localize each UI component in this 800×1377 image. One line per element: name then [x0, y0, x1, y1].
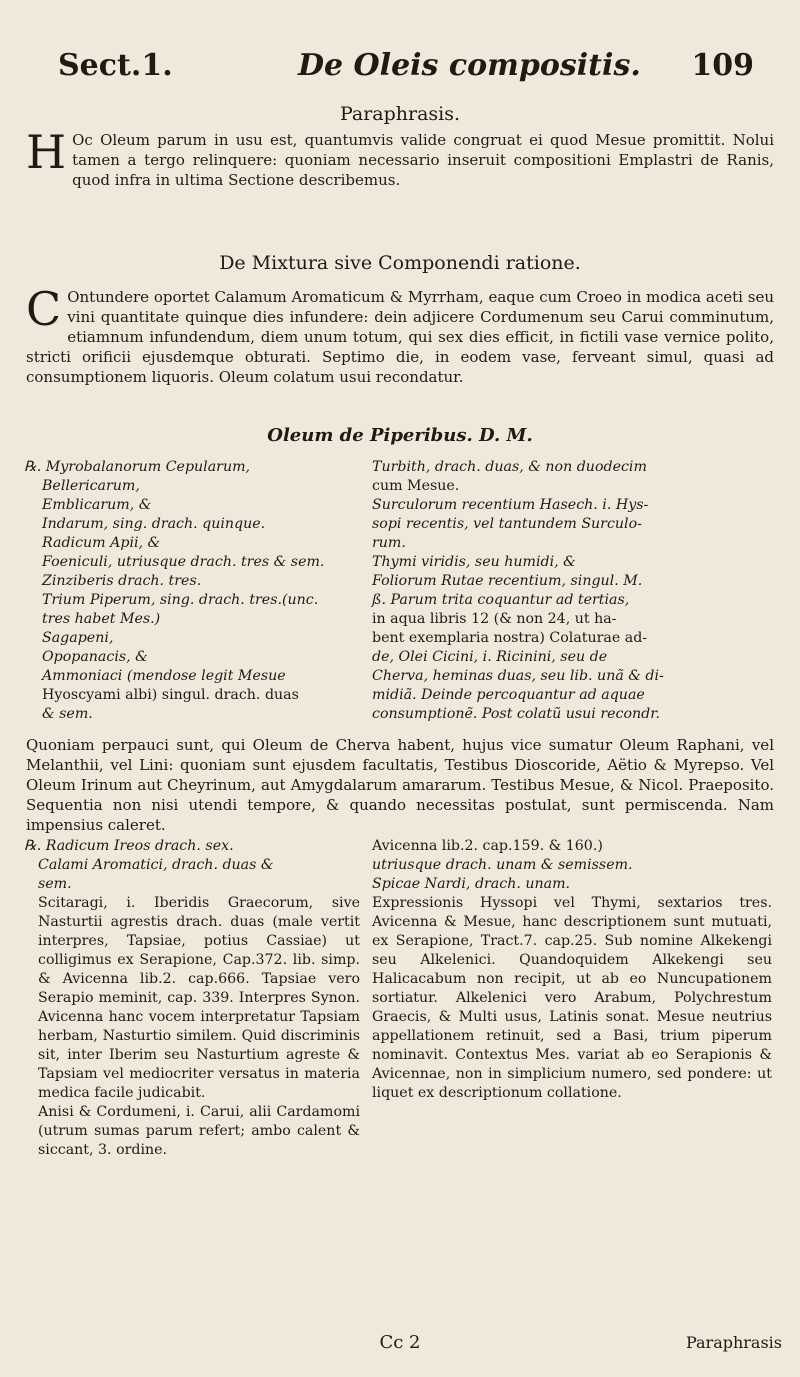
- dropcap-c: C: [26, 282, 62, 336]
- middle-paragraph: Quoniam perpauci sunt, qui Oleum de Cherva habent, hujus vice sumatur Oleum Raphani, vel Melanthii, vel Lini: quoniam sunt ejusdem facultatis, Testibus Dioscoride, Aëtio & Myrepso. Vel Oleum Irinum aut Cheyrinum, aut Amygdalarum amararum. Testibus Mesue, & Nicol. Praeposito. Sequentia non nisi utendi tempore, & quando necessitas postulat, sunt permiscenda. Nam impensius caleret.: [26, 736, 774, 834]
- recipe-line: cum Mesue.: [372, 478, 460, 494]
- recipe-line: Thymi viridis, seu humidi, &: [372, 554, 576, 570]
- recipe-line: Foeniculi, utriusque drach. tres & sem.: [42, 554, 325, 570]
- recipe-line: rum.: [372, 535, 406, 551]
- recipe-line: Turbith, drach. duas, & non duodecim: [372, 459, 647, 475]
- recipe-line: Spicae Nardi, drach. unam.: [372, 876, 571, 892]
- recipe-paragraph: Expressionis Hyssopi vel Thymi, sextarios tres. Avicenna & Mesue, hanc descriptionem sunt mutuati, ex Serapione, Tract.7. cap.25. Sub nomine Alkekengi seu Alkelenici. Quandoquidem Alkekengi seu Halicacabum non recipit, ut ab eo Nuncupationem sortiatur. Alkelenici vero Arabum, Polychrestum Graecis, & Multi usus, Latinis sonat. Mesue neutrius appellationem retinuit, sed a Basi, trium piperum nominavit. Contextus Mes. variat ab eo Serapionis & Avicennae, non in simplicium numero, sed pondere: ut liquet ex descriptionum collatione.: [372, 895, 772, 1101]
- recipe-line: Avicenna lib.2. cap.159. & 160.): [372, 838, 603, 854]
- recipe-line: Zinziberis drach. tres.: [42, 573, 202, 589]
- catchword: Paraphrasis: [685, 1333, 782, 1352]
- recipe-line: & sem.: [42, 706, 93, 722]
- recipe-line: bent exemplaria nostra) Colaturae ad-: [372, 630, 648, 646]
- recipe-line: sem.: [38, 876, 72, 892]
- recipe-line: ß. Parum trita coquantur ad tertias,: [372, 592, 630, 608]
- page-number: 109: [691, 48, 754, 83]
- paraphrasis-text: Oc Oleum parum in usu est, quantumvis valide congruat ei quod Mesue promittit. Nolui tamen a tergo relinquere: quoniam necessario inseruit compositioni Emplastri de Ranis, quod infra in ultima Sectione describemus.: [72, 131, 774, 189]
- recipe-line: Hyoscyami albi) singul. drach. duas: [42, 687, 299, 703]
- dropcap-h: H: [26, 125, 67, 179]
- running-head: [58, 48, 764, 98]
- paraphrasis-paragraph: [26, 125, 774, 190]
- recipe-line: Bellericarum,: [42, 478, 140, 494]
- recipe-paragraph: Scitaragi, i. Iberidis Graecorum, sive Nasturtii agrestis drach. duas (male vertit interpres, Tapsiae, potius Cassiae) ut colligimus ex Serapione, Cap.372. lib. simp. & Avicenna lib.2. cap.666. Tapsiae vero Serapio meminit, cap. 339. Interpres Synon. Avicenna hanc vocem interpretatur Tapsiam herbam, Nasturtio similem. Quid discriminis sit, inter Iberim seu Nasturtium agreste & Tapsiam vel mediocriter versatus in materia medica facile judicabit.: [38, 895, 360, 1101]
- recipe-line: Foliorum Rutae recentium, singul. M.: [372, 573, 643, 589]
- paraphrasis-heading: Paraphrasis.: [339, 103, 461, 125]
- mixtura-text: Ontundere oportet Calamum Aromaticum & Myrrham, eaque cum Croeo in modica aceti seu vini quantitate quinque dies infundere: dein adjicere Cordumenum seu Carui comminutum, etiamnum infundendum, diem unum totum, qui sex dies efficit, in fictili vase vernice polito, stricti orificii ejusdemque obturati. Septimo die, in eodem vase, ferveant simul, quasi ad consumptionem liquoris. Oleum colatum usui recondatur.: [26, 288, 774, 386]
- recipe-line: consumptionẽ. Post colatũ usui recondr.: [372, 706, 660, 722]
- recipe-line: Trium Piperum, sing. drach. tres.(unc.: [42, 592, 319, 608]
- mixtura-heading: De Mixtura sive Componendi ratione.: [219, 252, 581, 274]
- section-label: Sect.1.: [58, 48, 173, 83]
- recipe-left-column: [24, 458, 360, 724]
- recipe-line: Opopanacis, &: [42, 649, 148, 665]
- page-title: De Oleis compositis.: [298, 48, 641, 83]
- recipe-line: ℞. Radicum Ireos drach. sex.: [24, 838, 234, 854]
- recipe-line: midiã. Deinde percoquantur ad aquae: [372, 687, 645, 703]
- recipe-line: ℞. Myrobalanorum Cepularum,: [24, 459, 251, 475]
- second-left-column: [24, 837, 360, 1160]
- mixtura-paragraph: [26, 282, 774, 387]
- recipe-line: utriusque drach. unam & semissem.: [372, 857, 633, 873]
- signature-mark: Cc 2: [379, 1332, 421, 1353]
- recipe-paragraph: Anisi & Cordumeni, i. Carui, alii Cardamomi (utrum sumas parum refert; ambo calent & siccant, 3. ordine.: [38, 1104, 360, 1158]
- recipe-line: Sagapeni,: [42, 630, 114, 646]
- recipe-line: in aqua libris 12 (& non 24, ut ha-: [372, 611, 617, 627]
- recipe-line: tres habet Mes.): [42, 611, 161, 627]
- recipe-line: Cherva, heminas duas, seu lib. unã & di-: [372, 668, 664, 684]
- recipe-line: Ammoniaci (mendose legit Mesue: [42, 668, 286, 684]
- recipe-line: Calami Aromatici, drach. duas &: [38, 857, 274, 873]
- recipe-line: de, Olei Cicini, i. Ricinini, seu de: [372, 649, 608, 665]
- recipe-line: Emblicarum, &: [42, 497, 152, 513]
- recipe-right-column: [372, 458, 772, 724]
- recipe-line: Radicum Apii, &: [42, 535, 161, 551]
- recipe-line: Indarum, sing. drach. quinque.: [42, 516, 266, 532]
- recipe-line: Surculorum recentium Hasech. i. Hys-: [372, 497, 649, 513]
- recipe-line: sopi recentis, vel tantundem Surculo-: [372, 516, 642, 532]
- recipe-title: Oleum de Piperibus. D. M.: [267, 425, 533, 446]
- second-right-column: [372, 837, 772, 1103]
